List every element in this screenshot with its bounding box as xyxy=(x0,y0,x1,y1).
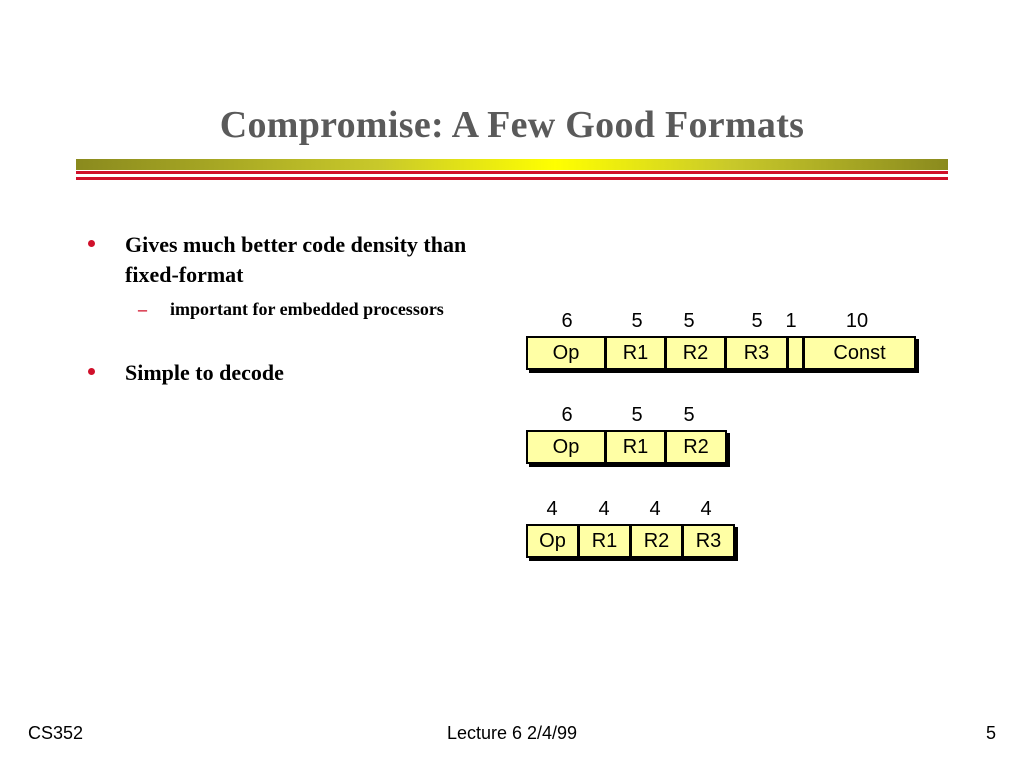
bullet-code-density xyxy=(125,230,485,290)
sub-bullet-text: important for embedded processors xyxy=(170,299,444,319)
format-1-bit-label-r3: 5 xyxy=(751,310,763,332)
format-1-bit-label-flag: 1 xyxy=(785,310,797,332)
format-1-bit-label-op: 6 xyxy=(561,310,573,332)
format-1-bit-label-r2: 5 xyxy=(683,310,695,332)
format-2-bit-label-op: 6 xyxy=(561,404,573,426)
format-3-bit-label-r2: 4 xyxy=(649,498,661,520)
format-2-row xyxy=(526,430,727,464)
bullet-dot-icon xyxy=(88,368,95,375)
field-r1: R1 xyxy=(607,338,667,368)
field-flag xyxy=(789,338,805,368)
sub-bullet-embedded xyxy=(138,296,470,322)
format-3-bit-label-op: 4 xyxy=(546,498,558,520)
field-r3: R3 xyxy=(727,338,789,368)
footer-lecture: Lecture 6 2/4/99 xyxy=(446,723,578,743)
field-r3: R3 xyxy=(684,526,733,556)
field-r2: R2 xyxy=(667,432,725,462)
format-1-bit-label-r1: 5 xyxy=(631,310,643,332)
field-const: Const xyxy=(805,338,914,368)
format-1-row xyxy=(526,336,916,370)
slide-title: Compromise: A Few Good Formats xyxy=(219,104,805,146)
field-r2: R2 xyxy=(632,526,684,556)
format-3-bit-label-r3: 4 xyxy=(700,498,712,520)
format-3-row xyxy=(526,524,735,558)
format-2-bit-label-r2: 5 xyxy=(683,404,695,426)
field-op: Op xyxy=(528,526,580,556)
bullet-text: Simple to decode xyxy=(125,360,284,385)
title-rule-olive xyxy=(76,159,948,170)
title-rule-red-top xyxy=(76,171,948,174)
format-3-bit-label-r1: 4 xyxy=(598,498,610,520)
format-1-bit-label-const: 10 xyxy=(845,310,869,332)
field-op: Op xyxy=(528,432,607,462)
bullet-text: Gives much better code density than fixed-format xyxy=(125,232,467,287)
dash-icon: – xyxy=(138,299,147,319)
footer-course: CS352 xyxy=(28,723,84,743)
field-r2: R2 xyxy=(667,338,727,368)
title-rule-red-bottom xyxy=(76,177,948,180)
bullet-dot-icon xyxy=(88,240,95,247)
field-r1: R1 xyxy=(580,526,632,556)
bullet-simple-decode xyxy=(125,358,485,388)
footer-page-number: 5 xyxy=(985,723,996,743)
format-2-bit-label-r1: 5 xyxy=(631,404,643,426)
field-op: Op xyxy=(528,338,607,368)
field-r1: R1 xyxy=(607,432,667,462)
